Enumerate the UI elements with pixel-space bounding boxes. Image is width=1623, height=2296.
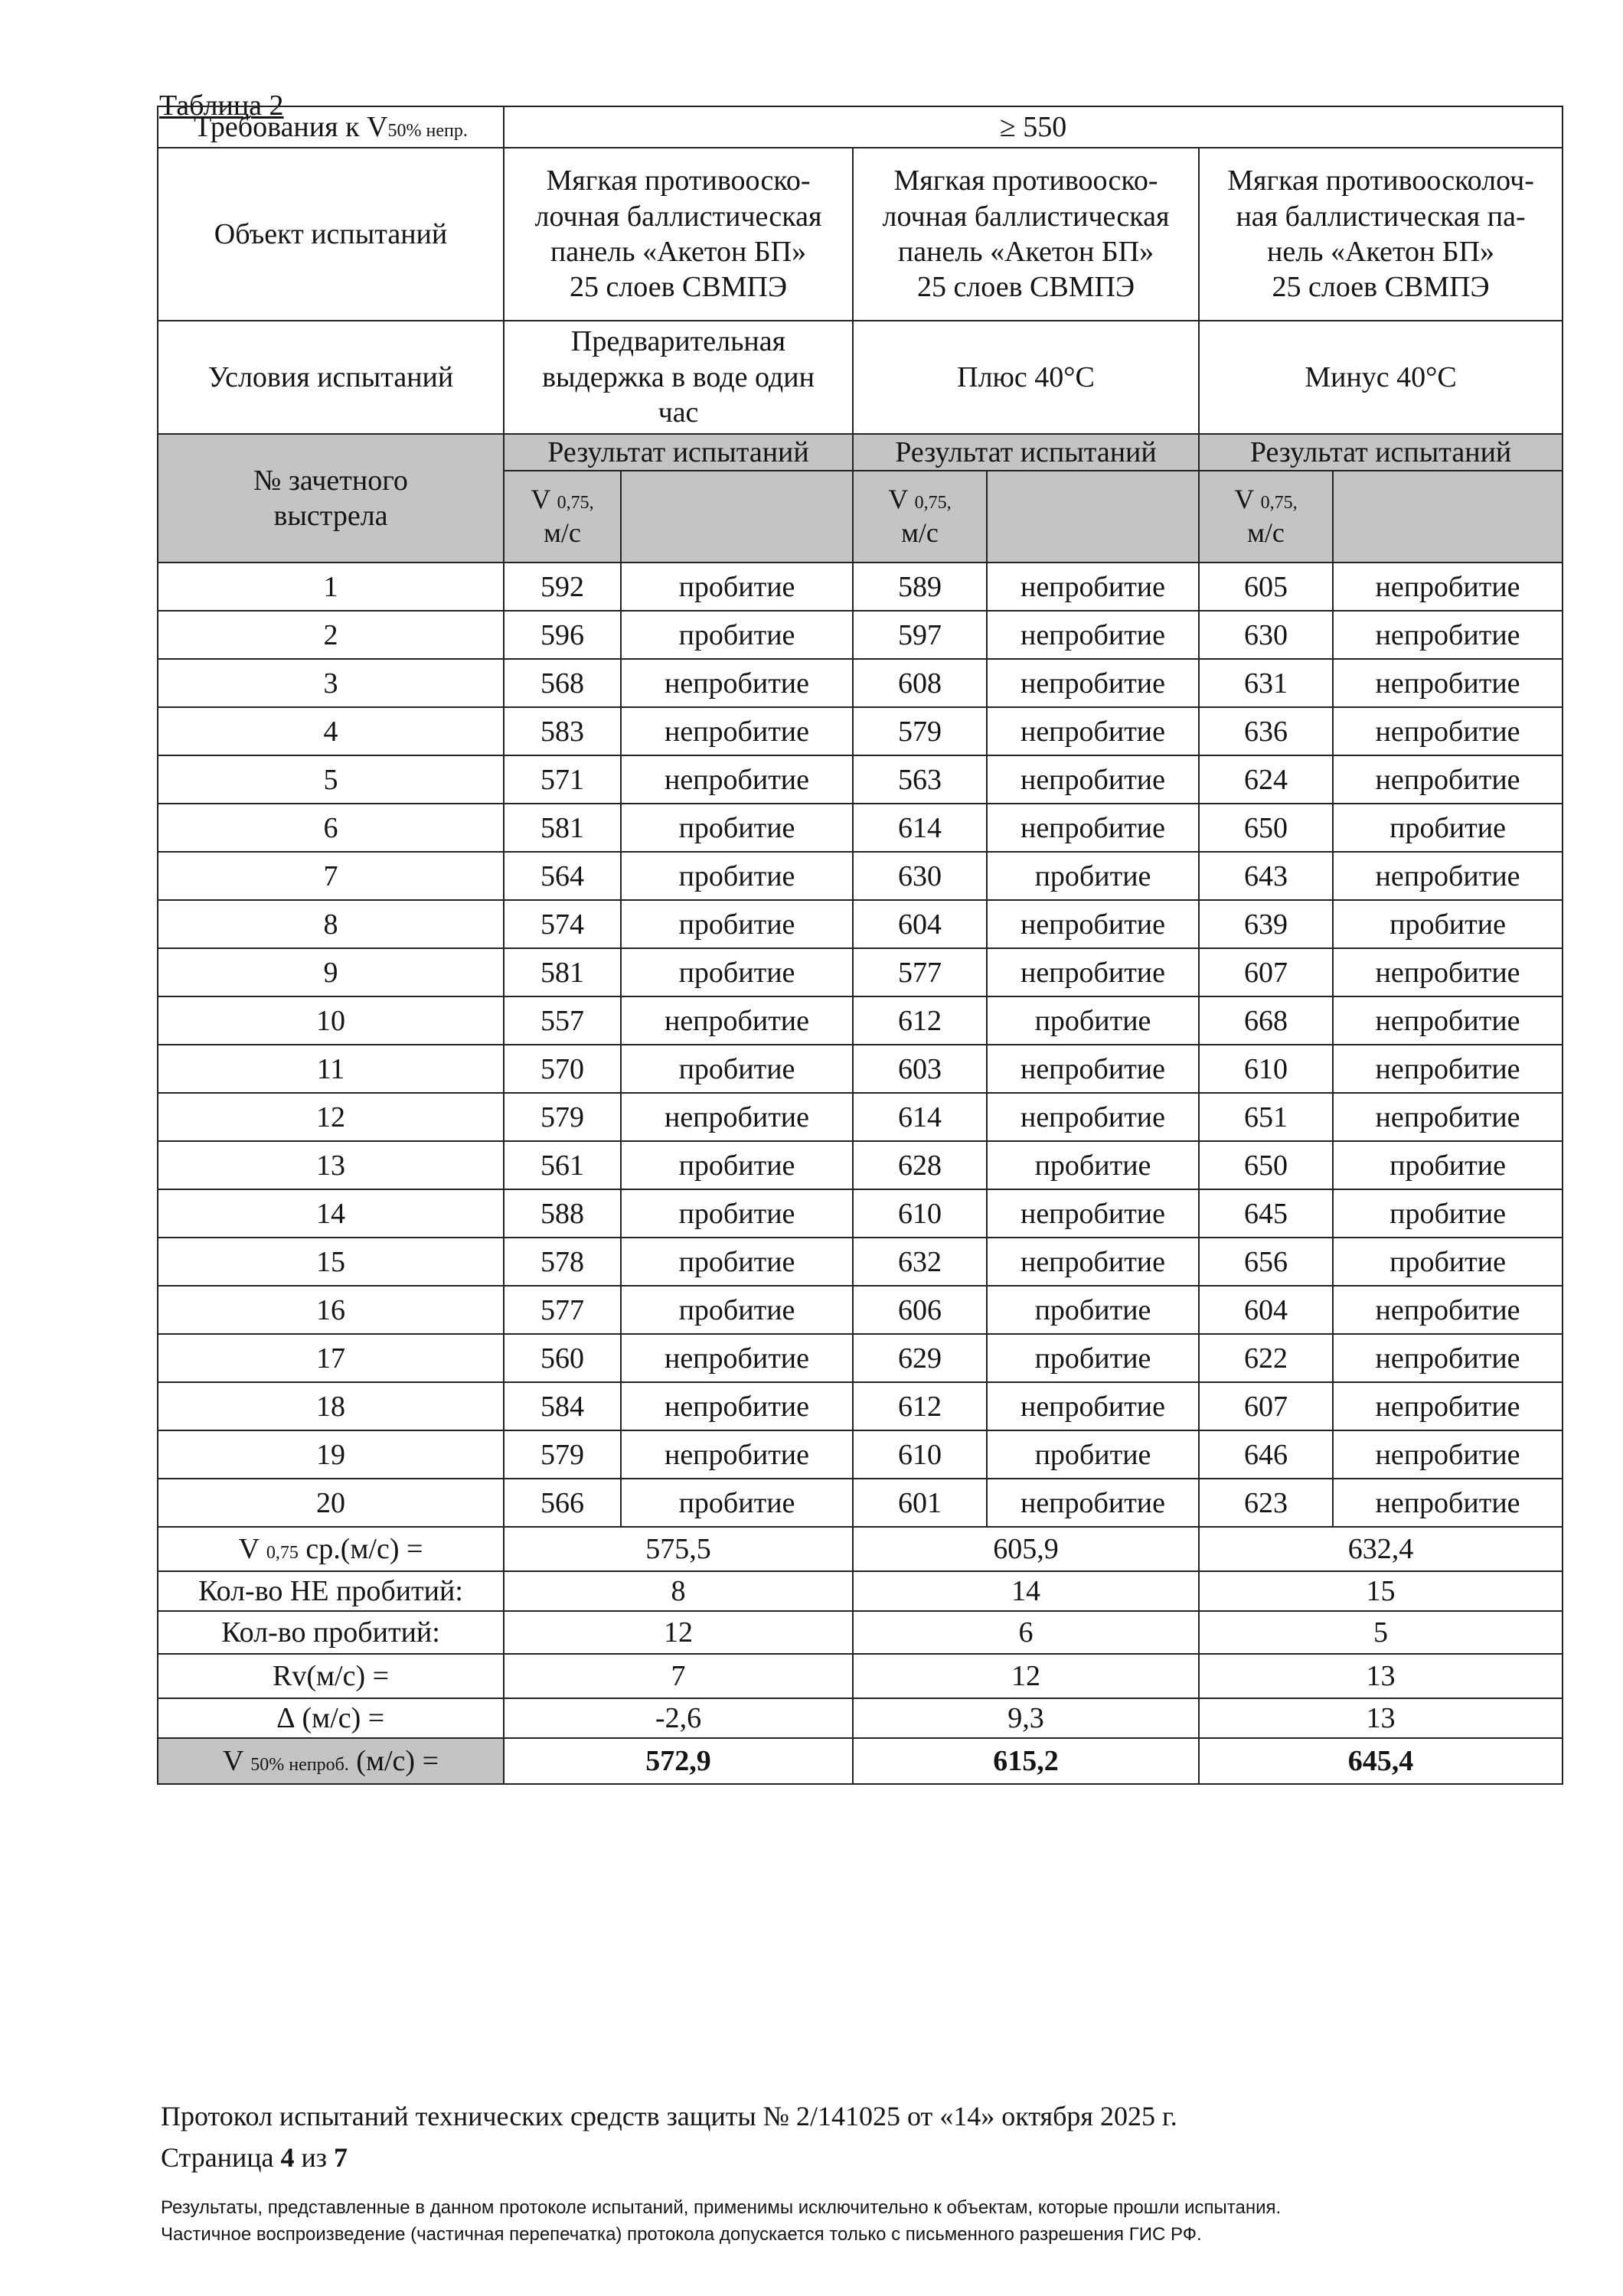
velocity-header-2: V 0,75, м/с [853,471,987,563]
shot-number: 12 [158,1093,504,1141]
shot-number: 1 [158,563,504,611]
velocity-3: 643 [1199,852,1333,900]
result-header-3: Результат испытаний [1199,434,1563,471]
result-1: пробитие [621,1238,853,1286]
shot-number: 18 [158,1382,504,1430]
result-2: непробитие [987,611,1199,659]
shot-number: 17 [158,1334,504,1382]
result-2: непробитие [987,659,1199,707]
result-3: непробитие [1333,1045,1563,1093]
velocity-1: 592 [504,563,621,611]
object-row [158,148,1563,321]
results-table [157,106,1563,1785]
velocity-2: 604 [853,900,987,948]
shot-number: 13 [158,1141,504,1189]
table-row [158,852,1563,900]
table-row [158,611,1563,659]
result-1: пробитие [621,1479,853,1527]
table-row [158,948,1563,996]
velocity-2: 632 [853,1238,987,1286]
velocity-2: 603 [853,1045,987,1093]
table-row [158,1045,1563,1093]
velocity-3: 639 [1199,900,1333,948]
result-2: непробитие [987,707,1199,755]
disclaimer-line-1: Результаты, представленные в данном протоколе испытаний, применимы исключительно к объектам, которые прошли испытания. [161,2197,1282,2218]
footer-protocol [161,2095,1177,2178]
velocity-3: 651 [1199,1093,1333,1141]
result-3: пробитие [1333,1141,1563,1189]
table-row [158,1334,1563,1382]
result-3: пробитие [1333,1238,1563,1286]
velocity-2: 606 [853,1286,987,1334]
velocity-header-3: V 0,75, м/с [1199,471,1333,563]
velocity-1: 581 [504,948,621,996]
velocity-1: 560 [504,1334,621,1382]
velocity-1: 561 [504,1141,621,1189]
result-3: непробитие [1333,563,1563,611]
table-row [158,900,1563,948]
summary-value: 575,5 [504,1527,853,1571]
result-1: непробитие [621,707,853,755]
conditions-col-1: Предварительная выдержка в воде один час [504,321,853,434]
result-2: пробитие [987,1141,1199,1189]
velocity-3: 622 [1199,1334,1333,1382]
velocity-1: 564 [504,852,621,900]
table-row [158,1479,1563,1527]
shot-number: 10 [158,996,504,1045]
table-row [158,1141,1563,1189]
summary-row-nonpen [158,1571,1563,1611]
summary-label: Rv(м/с) = [158,1654,504,1698]
footer-disclaimer [161,2195,1281,2249]
summary-row-pen [158,1611,1563,1654]
result-3: пробитие [1333,900,1563,948]
result-2: непробитие [987,1093,1199,1141]
velocity-3: 646 [1199,1430,1333,1479]
summary-row-rv [158,1654,1563,1698]
velocity-1: 579 [504,1093,621,1141]
velocity-2: 601 [853,1479,987,1527]
result-3: непробитие [1333,659,1563,707]
velocity-3: 624 [1199,755,1333,804]
velocity-3: 650 [1199,804,1333,852]
shot-number-header: № зачетного выстрела [158,434,504,563]
summary-value: 14 [853,1571,1199,1611]
v50-label: V 50% непроб. (м/с) = [158,1738,504,1784]
result-3: непробитие [1333,948,1563,996]
requirement-label: Требования к V50% непр. [158,106,504,148]
result-3: непробитие [1333,996,1563,1045]
shot-number: 16 [158,1286,504,1334]
velocity-2: 629 [853,1334,987,1382]
result-1: пробитие [621,900,853,948]
result-1: непробитие [621,659,853,707]
table-row [158,804,1563,852]
result-1: пробитие [621,948,853,996]
table-row [158,1430,1563,1479]
velocity-3: 623 [1199,1479,1333,1527]
result-2: непробитие [987,900,1199,948]
result-3: непробитие [1333,1334,1563,1382]
result-2: непробитие [987,755,1199,804]
v50-value: 572,9 [504,1738,853,1784]
result-3: непробитие [1333,1382,1563,1430]
summary-label: Кол-во НЕ пробитий: [158,1571,504,1611]
shot-number: 15 [158,1238,504,1286]
velocity-2: 630 [853,852,987,900]
shot-number: 5 [158,755,504,804]
shot-number: 6 [158,804,504,852]
v50-value: 615,2 [853,1738,1199,1784]
object-col-1: Мягкая противооско- лочная баллистическая панель «Акетон БП» 25 слоев СВМПЭ [504,148,853,321]
result-3: непробитие [1333,1286,1563,1334]
result-1: пробитие [621,1286,853,1334]
velocity-1: 568 [504,659,621,707]
conditions-col-2: Плюс 40°С [853,321,1199,434]
velocity-2: 577 [853,948,987,996]
velocity-1: 588 [504,1189,621,1238]
v50-row [158,1738,1563,1784]
v50-value: 645,4 [1199,1738,1563,1784]
table-row [158,1286,1563,1334]
summary-value: 6 [853,1611,1199,1654]
velocity-3: 605 [1199,563,1333,611]
result-1: непробитие [621,1382,853,1430]
velocity-2: 597 [853,611,987,659]
result-header-row [158,434,1563,471]
summary-value: -2,6 [504,1698,853,1738]
conditions-label: Условия испытаний [158,321,504,434]
velocity-1: 574 [504,900,621,948]
result-3: непробитие [1333,1430,1563,1479]
conditions-row [158,321,1563,434]
requirement-value: ≥ 550 [504,106,1563,148]
result-1: пробитие [621,1189,853,1238]
velocity-1: 571 [504,755,621,804]
velocity-2: 614 [853,1093,987,1141]
summary-value: 13 [1199,1654,1563,1698]
shot-number: 4 [158,707,504,755]
summary-label: V 0,75 ср.(м/с) = [158,1527,504,1571]
result-3: непробитие [1333,611,1563,659]
summary-value: 605,9 [853,1527,1199,1571]
page-indicator: Страница 4 из 7 [161,2142,348,2173]
velocity-header-1: V 0,75, м/с [504,471,621,563]
shot-number: 7 [158,852,504,900]
result-2: непробитие [987,1045,1199,1093]
velocity-2: 628 [853,1141,987,1189]
velocity-2: 579 [853,707,987,755]
result-3: пробитие [1333,804,1563,852]
velocity-2: 589 [853,563,987,611]
conditions-col-3: Минус 40°С [1199,321,1563,434]
velocity-3: 650 [1199,1141,1333,1189]
result-1: пробитие [621,1141,853,1189]
result-header-2: Результат испытаний [853,434,1199,471]
result-blank-1 [621,471,853,563]
velocity-3: 645 [1199,1189,1333,1238]
protocol-line: Протокол испытаний технических средств защиты № 2/141025 от «14» октября 2025 г. [161,2101,1177,2131]
result-1: непробитие [621,1093,853,1141]
summary-row-delta [158,1698,1563,1738]
object-col-3: Мягкая противоосколоч- ная баллистическая па- нель «Акетон БП» 25 слоев СВМПЭ [1199,148,1563,321]
velocity-1: 566 [504,1479,621,1527]
velocity-1: 584 [504,1382,621,1430]
velocity-3: 610 [1199,1045,1333,1093]
summary-row-avg [158,1527,1563,1571]
summary-value: 15 [1199,1571,1563,1611]
result-1: пробитие [621,852,853,900]
result-3: пробитие [1333,1189,1563,1238]
summary-label: Кол-во пробитий: [158,1611,504,1654]
velocity-1: 557 [504,996,621,1045]
velocity-3: 607 [1199,948,1333,996]
result-2: пробитие [987,1430,1199,1479]
velocity-1: 570 [504,1045,621,1093]
table-row [158,1382,1563,1430]
velocity-1: 581 [504,804,621,852]
velocity-3: 631 [1199,659,1333,707]
summary-value: 13 [1199,1698,1563,1738]
result-header-1: Результат испытаний [504,434,853,471]
result-2: непробитие [987,1382,1199,1430]
shot-number: 8 [158,900,504,948]
shot-number: 3 [158,659,504,707]
result-3: непробитие [1333,852,1563,900]
velocity-2: 610 [853,1430,987,1479]
velocity-2: 610 [853,1189,987,1238]
summary-value: 12 [504,1611,853,1654]
result-3: непробитие [1333,1479,1563,1527]
velocity-1: 579 [504,1430,621,1479]
shot-number: 9 [158,948,504,996]
result-2: непробитие [987,948,1199,996]
result-2: непробитие [987,804,1199,852]
table-row [158,563,1563,611]
table-row [158,659,1563,707]
result-blank-2 [987,471,1199,563]
shot-number: 20 [158,1479,504,1527]
velocity-3: 607 [1199,1382,1333,1430]
summary-value: 9,3 [853,1698,1199,1738]
result-3: непробитие [1333,1093,1563,1141]
result-2: непробитие [987,1238,1199,1286]
velocity-3: 630 [1199,611,1333,659]
velocity-1: 596 [504,611,621,659]
shot-number: 19 [158,1430,504,1479]
shot-number: 11 [158,1045,504,1093]
shot-number: 2 [158,611,504,659]
result-2: непробитие [987,1479,1199,1527]
result-2: непробитие [987,563,1199,611]
table-row [158,1189,1563,1238]
velocity-2: 612 [853,996,987,1045]
velocity-2: 614 [853,804,987,852]
result-1: непробитие [621,1430,853,1479]
result-2: пробитие [987,1286,1199,1334]
table-row [158,996,1563,1045]
result-1: пробитие [621,804,853,852]
velocity-1: 577 [504,1286,621,1334]
result-3: непробитие [1333,707,1563,755]
velocity-3: 636 [1199,707,1333,755]
object-col-2: Мягкая противооско- лочная баллистическая панель «Акетон БП» 25 слоев СВМПЭ [853,148,1199,321]
result-1: непробитие [621,755,853,804]
requirement-row [158,106,1563,148]
summary-value: 12 [853,1654,1199,1698]
shot-number: 14 [158,1189,504,1238]
summary-label: ∆ (м/с) = [158,1698,504,1738]
table-row [158,707,1563,755]
result-blank-3 [1333,471,1563,563]
result-3: непробитие [1333,755,1563,804]
velocity-1: 583 [504,707,621,755]
result-2: непробитие [987,1189,1199,1238]
table-row [158,755,1563,804]
result-1: пробитие [621,611,853,659]
summary-value: 7 [504,1654,853,1698]
table-row [158,1093,1563,1141]
result-1: непробитие [621,1334,853,1382]
object-label: Объект испытаний [158,148,504,321]
table-row [158,1238,1563,1286]
result-1: пробитие [621,1045,853,1093]
velocity-3: 604 [1199,1286,1333,1334]
disclaimer-line-2: Частичное воспроизведение (частичная перепечатка) протокола допускается только с письменного разрешения ГИС РФ. [161,2223,1202,2245]
summary-value: 5 [1199,1611,1563,1654]
velocity-1: 578 [504,1238,621,1286]
velocity-2: 608 [853,659,987,707]
summary-value: 8 [504,1571,853,1611]
result-2: пробитие [987,1334,1199,1382]
velocity-2: 563 [853,755,987,804]
velocity-2: 612 [853,1382,987,1430]
summary-value: 632,4 [1199,1527,1563,1571]
result-1: пробитие [621,563,853,611]
table-title: Таблица 2 [159,90,284,122]
velocity-3: 668 [1199,996,1333,1045]
velocity-3: 656 [1199,1238,1333,1286]
result-2: пробитие [987,996,1199,1045]
result-1: непробитие [621,996,853,1045]
result-2: пробитие [987,852,1199,900]
